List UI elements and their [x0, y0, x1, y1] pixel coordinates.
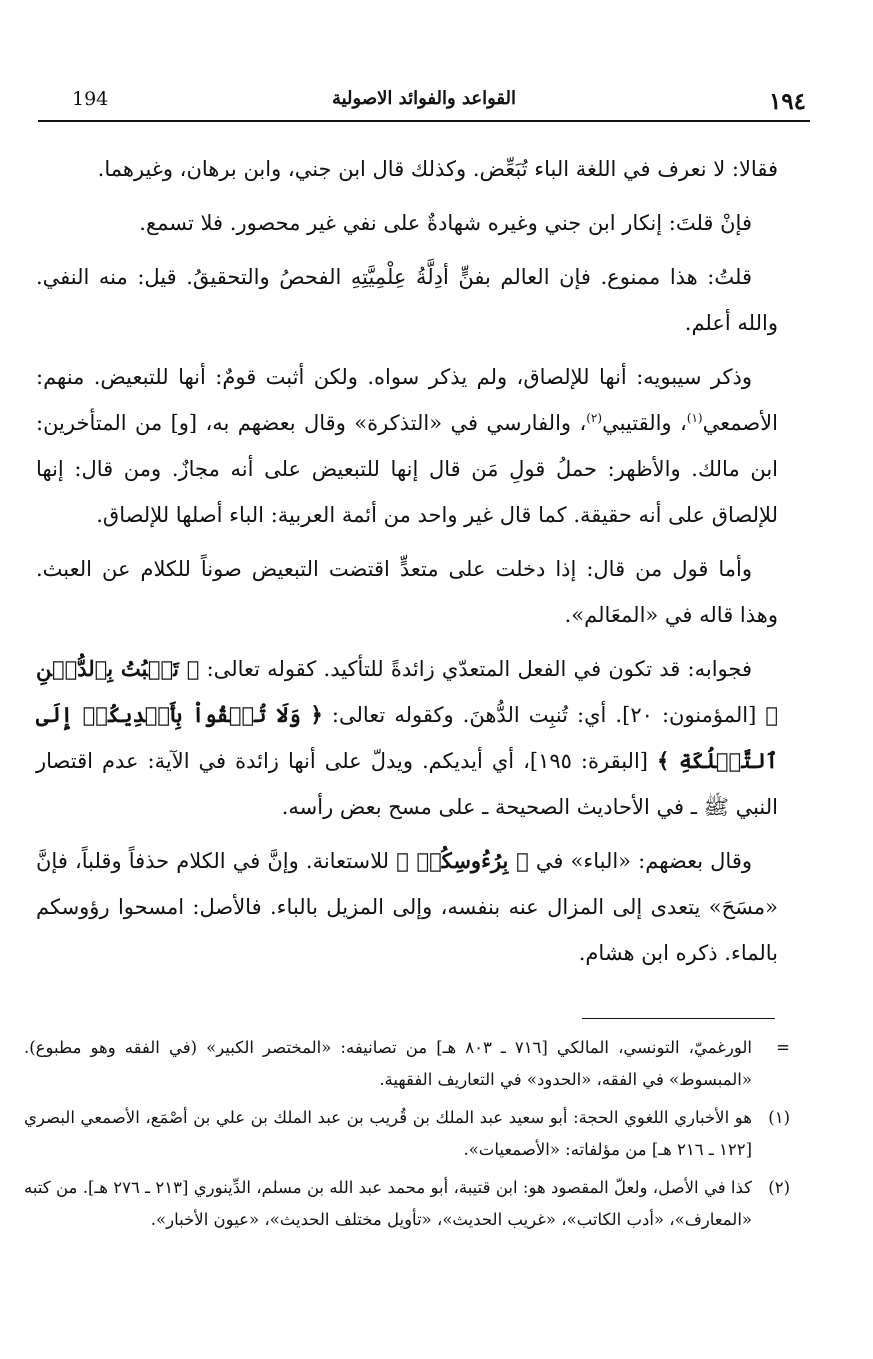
footnote-text: الورغميّ، التونسي، المالكي [٧١٦ ـ ٨٠٣ هـ] من تصانيفه: «المختصر الكبير» (في الفقه وهو مطبوع). «المبسوط» في الفقه، «الحدود» في التعاريف الفقهية. [24, 1038, 752, 1089]
paragraph-text: وقال بعضهم: «الباء» في [528, 849, 753, 873]
paragraph-2 [36, 200, 778, 246]
paragraph-text: فإنْ قلتَ: إنكار ابن جني وغيره شهادةٌ على نفي غير محصور. فلا تسمع. [139, 211, 752, 235]
footnote-text: هو الأخباري اللغوي الحجة: أبو سعيد عبد الملك بن قُريب بن عبد الملك بن علي بن أصْمَع، الأصمعي البصري [١٢٢ ـ ٢١٦ هـ] من مؤلفاته: «الأصمعيات». [24, 1108, 752, 1159]
paragraph-4 [36, 354, 778, 538]
page-number-latin: 194 [72, 88, 109, 110]
footnote-mark: (٢) [768, 1178, 790, 1197]
paragraph-6 [36, 646, 778, 830]
paragraph-text: ، والفارسي في «التذكرة» وقال بعضهم به، [و] من المتأخرين: ابن مالك. والأظهر: حملُ قولِ مَن قال إنها للتبعيض على أنه مجازٌ. ومن قال: إنها للإلصاق على أنه حقيقة. كما قال غير واحد من أئمة العربية: الباء أصلها للإلصاق. [36, 411, 778, 527]
footnote-mark: (١) [768, 1108, 790, 1127]
quran-verse: ﴿ وَلَا تُلۡقُواْ بِأَيۡدِيكُمۡ إِلَى ٱلتَّهۡلُكَةِ ﴾ [36, 702, 778, 773]
footnotes [24, 1032, 790, 1242]
footnote-ref-2[interactable]: (٢) [586, 411, 603, 425]
paragraph-3 [36, 254, 778, 346]
paragraph-text: فجوابه: قد تكون في الفعل المتعدّي زائدةً للتأكيد. كقوله تعالى: [199, 657, 752, 681]
paragraph-text: وأما قول من قال: إذا دخلت على متعدٍّ اقتضت التبعيض صوناً للكلام عن العبث. وهذا قاله في «المعَالم». [36, 557, 778, 627]
paragraph-text: للاستعانة. وإنَّ في الكلام حذفاً وقلباً، فإنَّ «مسَحَ» يتعدى إلى المزال عنه بنفسه، وإلى المزيل بالباء. فالأصل: امسحوا رؤوسكم بالماء. ذكره ابن هشام. [36, 849, 778, 965]
main-text [36, 146, 778, 984]
paragraph-7 [36, 838, 778, 976]
paragraph-text: قلتُ: هذا ممنوع. فإن العالم بفنٍّ أدِلَّةُ عِلْمِيَّتِهِ الفحصُ والتحقيقُ. قيل: منه النفي. والله أعلم. [36, 265, 778, 335]
footnote-divider [582, 1018, 775, 1019]
page-number-arabic: ١٩٤ [768, 88, 806, 115]
running-title: القواعد والفوائد الاصولية [331, 88, 517, 109]
paragraph-5 [36, 546, 778, 638]
footnote-2 [24, 1172, 790, 1236]
footnote-ref-1[interactable]: (١) [686, 411, 703, 425]
quran-verse: ﴿ تَنۢبُتُ بِٱلدُّهۡنِ ﴾ [36, 656, 779, 727]
paragraph-1 [36, 146, 778, 192]
footnote-text: كذا في الأصل، ولعلّ المقصود هو: ابن قتيبة، أبو محمد عبد الله بن مسلم، الدِّينوري [٢١٣ ـ ٢٧٦ هـ]. من كتبه «المعارف»، «أدب الكاتب»، «غريب الحديث»، «تأويل مختلف الحديث»، «عيون الأخبار». [24, 1178, 753, 1229]
paragraph-text: [المؤمنون: ٢٠]. أي: تُنبِت الدُّهنَ. وكقوله تعالى: [322, 703, 766, 727]
paragraph-text: [البقرة: ١٩٥]، أي أيديكم. ويدلّ على أنها زائدة في الآية: عدم اقتصار النبي ﷺ ـ في الأحاديث الصحيحة ـ على مسح بعض رأسه. [36, 749, 778, 819]
quran-verse: ﴿ بِرُءُوسِكُمۡ ﴾ [396, 848, 529, 873]
paragraph-text: ، والقتيبي [602, 411, 687, 435]
paragraph-text: وذكر سيبويه: أنها للإلصاق، ولم يذكر سواه. ولكن أثبت قومٌ: أنها للتبعيض. منهم: الأصمعي [36, 365, 778, 435]
page-header [38, 86, 810, 122]
footnote-continuation [24, 1032, 790, 1096]
footnote-1 [24, 1102, 790, 1166]
footnote-mark: = [776, 1038, 790, 1057]
paragraph-text: فقالا: لا نعرف في اللغة الباء تُبَعِّض. وكذلك قال ابن جني، وابن برهان، وغيرهما. [97, 157, 778, 181]
